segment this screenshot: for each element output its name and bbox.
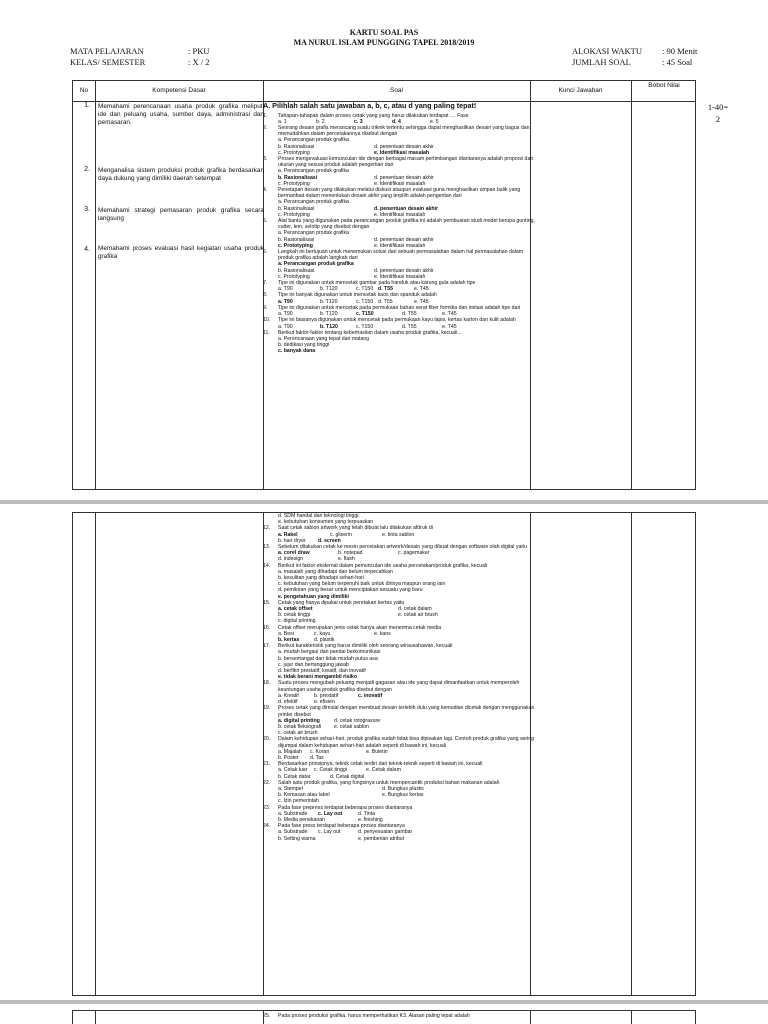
- question-6: 6. Langkah ini bertujuan untuk menemukan solusi dari sebuah permasalahan dalam hal permasalahan dalam produk grafika adalah langkah dari: [263, 249, 524, 262]
- mapel-value: : PKU: [188, 46, 210, 56]
- question-12: 12. Saat cetak sablon artwork yang telah dibuat lalu dilakukan afdruk di: [263, 525, 433, 532]
- question-3: 3. Proses mengevaluasi kemunculan ide dengan berbagai macam pertimbangan diantaranya adalah proporsi dan ukuran yang sesuai produk adalah pengertian dari: [263, 156, 534, 169]
- question-8: 8. Tipe ini banyak digunakan untuk mencetak kaos dan spanduk adalah: [263, 292, 437, 299]
- question-24: 24. Pada fase press terdapat beberapa proses diantaranya: [263, 823, 405, 830]
- th-kd: Kompetensi Dasar: [152, 87, 206, 94]
- question-25: 25. Pada proses produksi grafika, harus memperhatikan K3. Alasan paling tepat adalah: [263, 1013, 470, 1019]
- page-2: [0, 504, 768, 1000]
- question-22: 22. Salah satu produk grafika, yang fungsinya untuk mempercantik produksi bahan makanan adalah: [263, 779, 500, 786]
- page-1: [0, 0, 768, 500]
- question-14: 14. Berikut ini faktor eksternal dalam pemunculan ide usaha percetakan/produk grafika, kecuali: [263, 562, 488, 569]
- alokasi-value: : 90 Menit: [662, 46, 698, 56]
- question-4: 4. Penetapan desain yang dilakukan melalui diskusi ataupun evaluasi guna menghasilkan umpan balik yang bermanfaat dalam menentukan desain akhir yang terpilih adalah pengertian dari: [263, 187, 521, 200]
- jumlah-value: : 45 Soal: [662, 57, 693, 67]
- kd-text-1: Memahami perencanaan usaha produk grafika meliputi ide dan peluang usaha, sumber daya, administrasi dan pemasaran.: [98, 103, 264, 127]
- kd-text-3: Memahami strategi pemasaran produk grafika secara langsung: [98, 207, 264, 223]
- doc-subtitle: MA NURUL ISLAM PUNGGING TAPEL 2018/2019: [293, 38, 475, 47]
- question-19: 19. Proses cetak yang dimulai dengan membuat desain terlebih dulu yang kemudian dicetak dengan menggunakan printer disebut: [263, 705, 535, 718]
- question-1: 1. Tahapan-tahapan dalam proses cetak yang yang harus dilakukan terdapat .... Fase: [263, 112, 469, 119]
- alokasi-label: ALOKASI WAKTU: [572, 46, 642, 56]
- kelas-value: : X / 2: [188, 57, 210, 67]
- bobot-line-1: 1-40=: [707, 102, 729, 112]
- bobot-line-2: 2: [715, 114, 721, 124]
- soal-column-page2: d. SDM handal dan teknologi tinggi e. kebutuhan konsumen yang terpuaskan 12. Saat cetak sablon artwork yang telah dibuat lalu dilakukan afdruk di a. Rakel c. gliserin e. tinta sablon b. hair dryer d. screen 13. Sebelum dilakukan cetak ke mesin percetakan artwork/desain yang dibuat dengan software olah digital yaitu a. corel draw b. notepad c. pagemaker d. indesign e. flash 14. Berikut ini faktor eksternal dalam pemunculan ide usaha percetakan/produk grafika, kecuali a. masalah yang dihadapi dan belum terpecahkan b. kesulitan yang dihadapi sehari-hari c. kebutuhan yang belum terpenuhi baik untuk dirinya maupun orang lain d. pemikiran yang besar untuk menciptakan sesuatu yang baru e. pengetahuan yang dimiliki 15. Cetak yang hanya dipakai untuk peretakan kertas yaitu a. cetak offset d. cetak dalam b. cetak tinggi e. cetak air brush c. digital printing 16. Cetak offset merupakan jenis cetak hanya akan menerima cetak media a. Besi c. kayu e. kaos b. kertas d. plastik 17. Berikut karakteristik yang harus dimiliki oleh seorang wirausahawan, kecuali a. mudah bergaul dan pandai berkomunikasi b. bersemangat dan tidak mudah putus asa c. jujur dan bertanggung jawab d. berfikir prestatif, kreatif, dan inovatif e. tidak berani mengambil risiko 18. Suatu proses mengubah peluang menjadi gagasan atau ide yang dapat dimanfaatkan untuk memperoleh keuntungan usaha produk grafika disebut dengan a. Kreatif b. prestatif c. inovatif d. efektif e. efisien 19. Proses cetak yang dimulai dengan membuat desain terlebih dulu yang kemudian dicetak dengan menggunakan printer disebut a. digital printing d. cetak rotogravure b. cetak fleksografi e. cetak sablon c. cetak air brush 20. Dalam kehidupan sehari-hari, produk grafika sudah tidak bisa dipisakan lagi. Contoh produk grafika yang sering dijumpai dalam kehidupan sehari-hari adalah seperti di bawah ini, kecuali a. Majalah c. Koran e. Buletin b. Poster d. Tas 21. Berdasarkan prinsipnya, teknik cetak terdiri dari teknik-teknik seperti di bawah ini, kecuali a. Cetak luar c. Cetak tinggi e. Cetak dalam b. Cetak datar d. Cetak digital 22. Salah satu produk grafika, yang fungsinya untuk mempercantik produksi bahan makanan adalah a. Stempel d. Bungkus plastic b. Kemasan atau label e. Bungkus kertas c. Izin pemerintah 23. Pada fase prepress terdapat beberapa proses diantaranya a. Substrade c. Lay out d. Tinta b. Media penekanan e. finishing 24. Pada fase press terdapat beberapa proses diantaranya a. Substrade c. Lay out d. penyesuaian gambar b. Setting warna e. pemberian atribut: [263, 513, 535, 842]
- th-soal: Soal: [389, 87, 403, 94]
- kd-no-4: 4.: [84, 246, 90, 253]
- question-5: 5. Alat bantu yang digunakan pada perancangan produk grafika ini adalah pembuatan studi model berupa gunting, cutter, lem, selotip yang disebut dengan: [263, 218, 535, 231]
- question-7: 7. Tipe ini digunakan untuk mencetak gambar pada handuk atau karung gula adalah tipe: [263, 280, 476, 287]
- th-bobot: Bobot Nilai: [648, 82, 680, 89]
- kd-no-3: 3.: [84, 206, 90, 213]
- question-16: 16. Cetak offset merupakan jenis cetak hanya akan menerima cetak media: [263, 624, 442, 631]
- question-13: 13. Sebelum dilakukan cetak ke mesin percetakan artwork/desain yang dibuat dengan software olah digital yaitu: [263, 544, 527, 551]
- kd-text-2: Menganalisa sistem produksi produk grafika berdasarkan daya dukung yang dimiliki daerah setempat: [98, 167, 264, 183]
- kelas-label: KELAS/ SEMESTER: [70, 57, 146, 67]
- question-20: 20. Dalam kehidupan sehari-hari, produk grafika sudah tidak bisa dipisakan lagi. Contoh produk grafika yang sering dijumpai dalam kehidupan sehari-hari adalah seperti di bawah ini, kecuali: [263, 736, 535, 749]
- question-15: 15. Cetak yang hanya dipakai untuk peretakan kertas yaitu: [263, 599, 405, 606]
- q1-options: a. 1 b. 2 c. 3 d. 4 e. 5: [278, 118, 439, 125]
- kd-text-4: Memahami proses evaluasi hasil kegiatan usaha produk grafika: [98, 245, 264, 261]
- question-17: 17. Berikut karakteristik yang harus dimiliki oleh seorang wirausahawan, kecuali: [263, 643, 453, 650]
- kd-no-2: 2.: [84, 166, 90, 173]
- section-a-title: A. Pilihlah salah satu jawaban a, b, c, atau d yang paling tepat!: [263, 101, 477, 110]
- question-10: 10. Tipe ini biasanya digunakan untuk mencetak pada permukaan kayu lapis, kertas karton dan kulit adalah: [263, 317, 516, 324]
- question-9: 9. Tipe ini digunakan untuk mencetak pada permukaan bahan serat fiber formika dan imitasi adalah tipe dari: [263, 304, 521, 311]
- jumlah-label: JUMLAH SOAL: [572, 57, 631, 67]
- kd-no-1: 1.: [84, 102, 90, 109]
- question-11: 11. Berikut faktor-faktor tentang keberhasilan dalam usaha produk grafika, kecuali...: [263, 329, 462, 336]
- question-21: 21. Berdasarkan prinsipnya, teknik cetak terdiri dari teknik-teknik seperti di bawah ini, kecuali: [263, 761, 483, 768]
- mapel-label: MATA PELAJARAN: [70, 46, 144, 56]
- th-kunci: Kunci Jawaban: [558, 87, 603, 94]
- question-2: 2. Seorang desain grafis merancang suatu triknik tertentu sehingga dapat menghasilkan desain yang bagus dan memudahkan dalam percetakannya disebut dengan: [263, 125, 530, 138]
- page-3: [0, 1004, 768, 1024]
- soal-column-page3: [263, 1013, 535, 1019]
- soal-column-page1: A. Pilihlah salah satu jawaban a, b, c, atau d yang paling tepat! 1. Tahapan-tahapan dalam proses cetak yang yang harus dilakukan terdapat .... Fase a. 1 b. 2 c. 3 d. 4 e. 5 2. Seorang desain grafis merancang suatu triknik tertentu sehingga dapat menghasilkan desain yang bagus dan memudahkan dalam percetakannya disebut dengan a. Perancangan produk grafika b. Rasionalisasi d. penentuan desain akhir c. Prototyping e. Identifikasi masalah 3. Proses mengevaluasi kemunculan ide dengan berbagai macam pertimbangan diantaranya adalah proporsi dan ukuran yang sesuai produk adalah pengertian dari a. Perancangan produk grafika b. Rasionalisasi d. penentuan desain akhir c. Prototyping e. Identifikasi masalah 4. Penetapan desain yang dilakukan melalui diskusi ataupun evaluasi guna menghasilkan umpan balik yang bermanfaat dalam menentukan desain akhir yang terpilih adalah pengertian dari a. Perancangan produk grafika b. Rasionalisasi d. penentuan desain akhir c. Prototyping e. Identifikasi masalah 5. Alat bantu yang digunakan pada perancangan produk grafika ini adalah pembuatan studi model berupa gunting, cutter, lem, selotip yang disebut dengan a. Perancangan produk grafika b. Rasionalisasi d. penentuan desain akhir c. Prototyping e. Identifikasi masalah 6. Langkah ini bertujuan untuk menemukan solusi dari sebuah permasalahan dalam hal permasalahan dalam produk grafika adalah langkah dari a. Perancangan produk grafika b. Rasionalisasi d. penentuan desain akhir c. Prototyping e. Identifikasi masalah 7. Tipe ini digunakan untuk mencetak gambar pada handuk atau karung gula adalah tipe a. T90 b. T120 c. T150 d. T55 e. T45 8. Tipe ini banyak digunakan untuk mencetak kaos dan spanduk adalah a. T90 b. T120 c. T150 d. T55 e. T45 9. Tipe ini digunakan untuk mencetak pada permukaan bahan serat fiber formika dan imitasi adalah tipe dari a. T90 b. T120 c. T150 d. T55 e. T45 10. Tipe ini biasanya digunakan untuk mencetak pada permukaan kayu lapis, kertas karton dan kulit adalah a. T90 b. T120 c. T150 d. T55 e. T45 11. Berikut faktor-faktor tentang keberhasilan dalam usaha produk grafika, kecuali... a. Perencanaan yang tepat dan matang b. dedikasi yang tinggi c. banyak dana: [263, 101, 535, 355]
- question-23: 23. Pada fase prepress terdapat beberapa proses diantaranya: [263, 804, 413, 811]
- question-18: 18. Suatu proses mengubah peluang menjadi gagasan atau ide yang dapat dimanfaatkan untuk memperoleh keuntungan usaha produk grafika disebut dengan: [263, 680, 520, 693]
- doc-title: KARTU SOAL PAS: [349, 28, 419, 37]
- th-no: No: [79, 87, 89, 94]
